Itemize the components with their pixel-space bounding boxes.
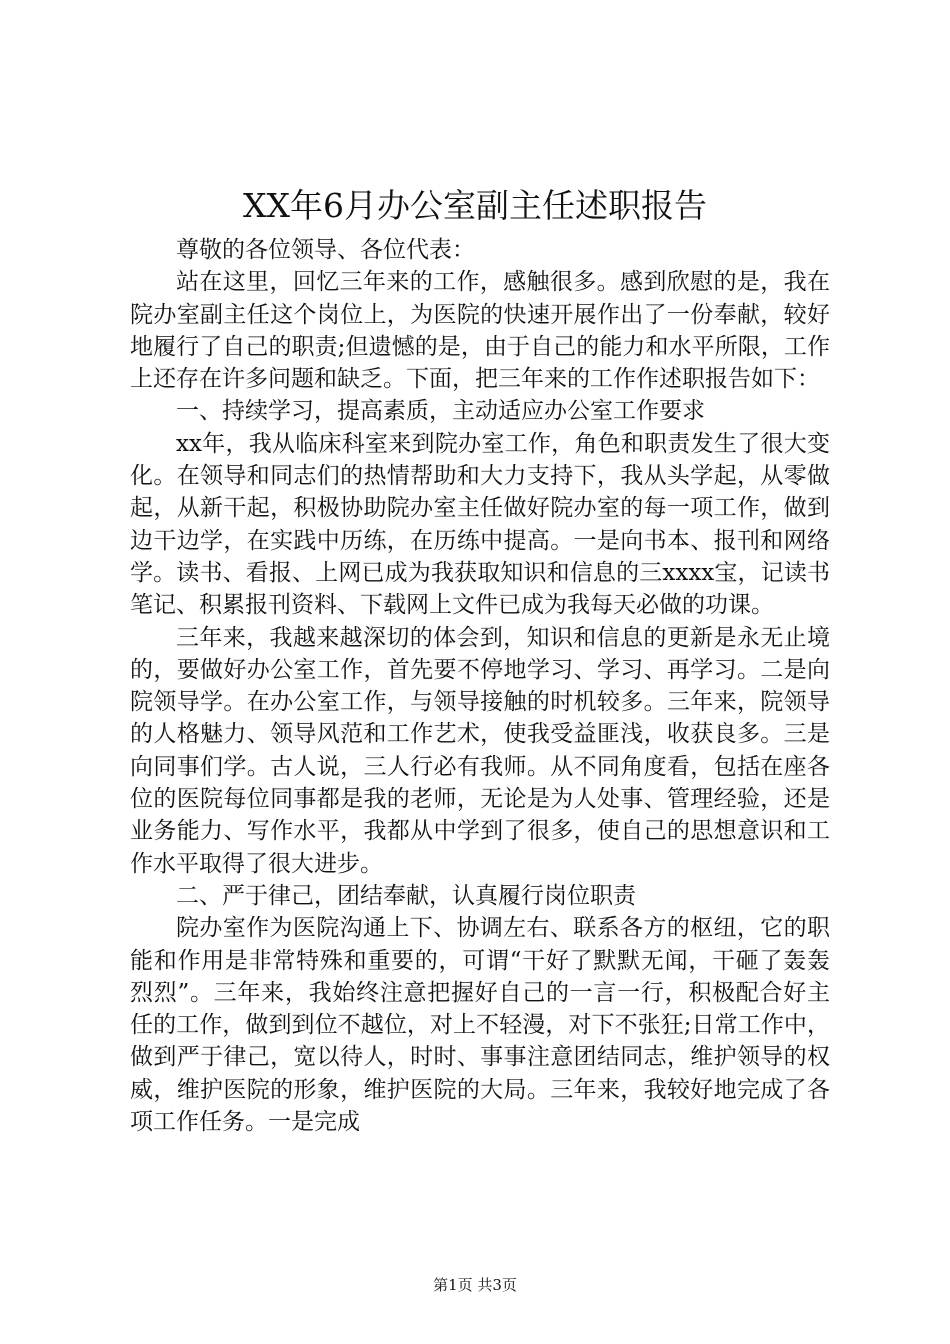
body-paragraph: 三年来，我越来越深切的体会到，知识和信息的更新是永无止境的，要做好办公室工作，首先要不停地学习、学习、再学习。二是向院领导学。在办公室工作，与领导接触的时机较多。三年来，院领导的人格魅力、领导风范和工作艺术，使我受益匪浅，收获良多。三是向同事们学。古人说，三人行必有我师。从不同角度看，包括在座各位的医院每位同事都是我的老师，无论是为人处事、管理经验，还是业务能力、写作水平，我都从中学到了很多，使自己的思想意识和工作水平取得了很大进步。 xyxy=(130,624,830,877)
body-paragraph: xx年，我从临床科室来到院办室工作，角色和职责发生了很大变化。在领导和同志们的热情帮助和大力支持下，我从头学起，从零做起，从新干起，积极协助院办室主任做好院办室的每一项工作，做到边干边学，在实践中历练，在历练中提高。一是向书本、报刊和网络学。读书、看报、上网已成为我获取知识和信息的三xxxx宝，记读书笔记、积累报刊资料、下载网上文件已成为我每天必做的功课。 xyxy=(130,430,830,619)
page-footer: 第1页 共3页 xyxy=(433,1276,517,1294)
document-title: XX年6月办公室副主任述职报告 xyxy=(243,186,707,225)
section-heading-1: 一、持续学习，提高素质，主动适应办公室工作要求 xyxy=(176,398,705,425)
document-body xyxy=(130,234,830,1138)
intro-paragraph: 站在这里，回忆三年来的工作，感触很多。感到欣慰的是，我在院办室副主任这个岗位上，为医院的快速开展作出了一份奉献，较好地履行了自己的职责;但遗憾的是，由于自己的能力和水平所限，工作上还存在许多问题和缺乏。下面，把三年来的工作作述职报告如下： xyxy=(130,269,830,393)
section-heading-2: 二、严于律己，团结奉献，认真履行岗位职责 xyxy=(176,882,636,909)
salutation-paragraph: 尊敬的各位领导、各位代表： xyxy=(176,237,475,263)
body-paragraph: 院办室作为医院沟通上下、协调左右、联系各方的枢纽，它的职能和作用是非常特殊和重要的，可谓“干好了默默无闻，干砸了轰轰烈烈”。三年来，我始终注意把握好自己的一言一行，积极配合好主任的工作，做到到位不越位，对上不轻漫，对下不张狂;日常工作中，做到严于律己，宽以待人，时时、事事注意团结同志，维护领导的权威，维护医院的形象，维护医院的大局。三年来，我较好地完成了各项工作任务。一是完成 xyxy=(130,915,830,1136)
